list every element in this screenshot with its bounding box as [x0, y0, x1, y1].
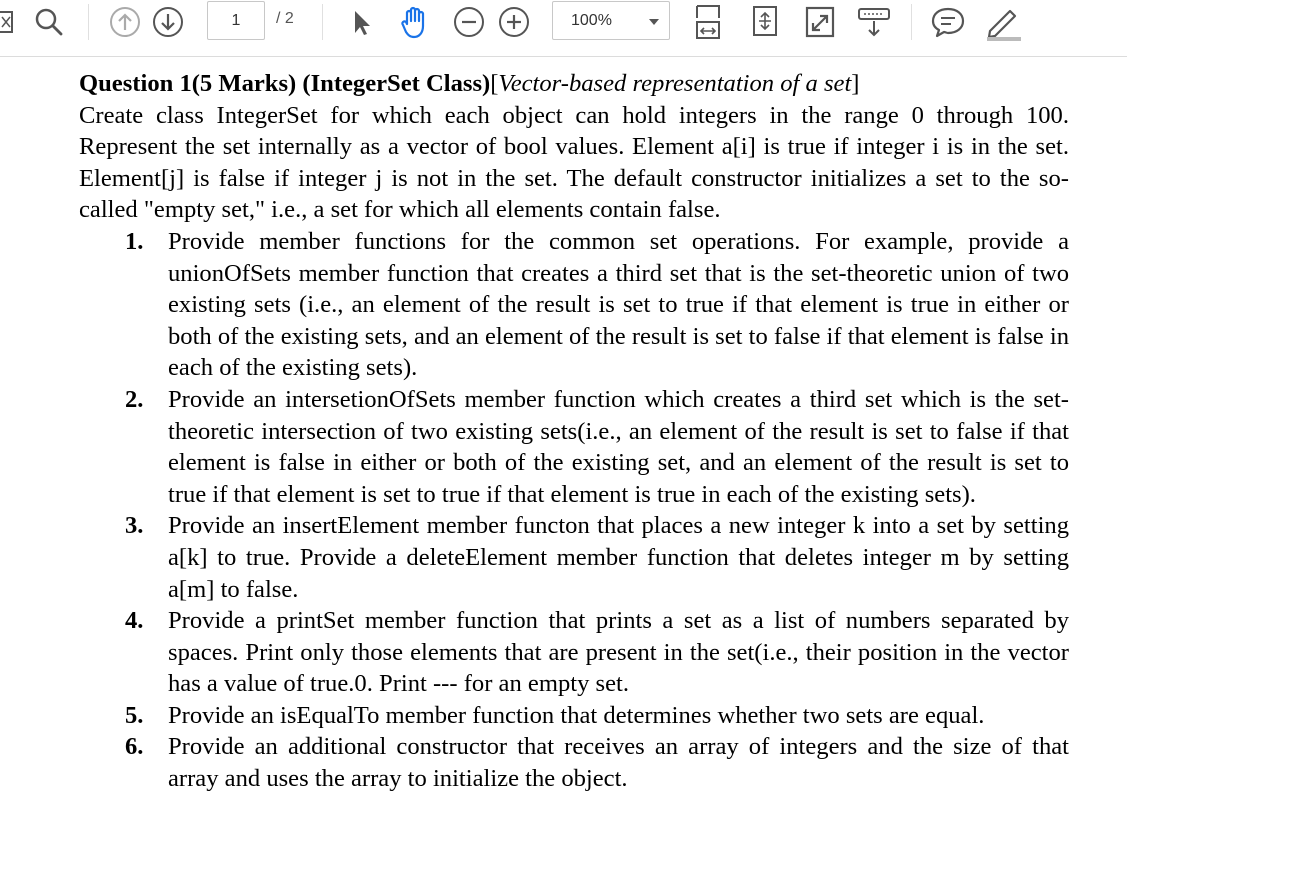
heading-bracket-open: [ [490, 70, 499, 97]
list-item-number: 5. [125, 701, 144, 729]
fit-page-icon[interactable] [745, 0, 785, 44]
pdf-page-content [79, 68, 1069, 795]
question-heading [79, 68, 1069, 100]
list-item-number: 6. [125, 733, 144, 761]
list-item-number: 2. [125, 385, 144, 413]
list-item-text: Provide an additional constructor that receives an array of integers and the size of that array and uses the array to initialize the object. [168, 733, 1069, 793]
zoom-in-icon[interactable] [496, 0, 532, 44]
list-item [79, 731, 1069, 794]
question-subtitle: Vector-based representation of a set [498, 70, 852, 97]
list-item-text: Provide an intersetionOfSets member function which creates a third set which is the set-theoretic intersection of two existing sets(i.e., an element of the result is set to false if that element is false in either or both of the existing set, and an element of the result is set to true if that element is set to true if that element is true in each of the existing sets). [168, 385, 1069, 508]
fit-width-icon[interactable] [688, 0, 728, 44]
list-item-number: 3. [125, 512, 144, 540]
fullscreen-icon[interactable] [800, 0, 840, 44]
heading-bracket-close: ] [851, 70, 860, 97]
list-item-text: Provide an isEqualTo member function that determines whether two sets are equal. [168, 701, 985, 729]
next-page-icon[interactable] [150, 0, 186, 44]
toolbar-divider [911, 4, 912, 40]
list-item [79, 384, 1069, 510]
search-icon[interactable] [30, 0, 68, 44]
list-item-number: 4. [125, 607, 144, 635]
list-item-text: Provide a printSet member function that prints a set as a list of numbers separated by spaces. Print only those elements that are present in the set(i.e., their position in the vector has a value of true.0. Print --- for an empty set. [168, 607, 1069, 698]
hand-tool-icon[interactable] [393, 0, 437, 44]
page-number-input[interactable]: 1 [207, 1, 265, 40]
zoom-value: 100% [571, 12, 612, 29]
previous-page-icon[interactable] [107, 0, 143, 44]
list-item-number: 1. [125, 227, 144, 255]
toolbar-divider [88, 4, 89, 40]
list-item [79, 226, 1069, 384]
question-title: Question 1(5 Marks) (IntegerSet Class) [79, 70, 491, 97]
list-item [79, 700, 1069, 732]
toolbar-divider [322, 4, 323, 40]
list-item-text: Provide member functions for the common set operations. For example, provide a unionOfSets member function that creates a third set that is the set-theoretic union of two existing sets (i.e., an element of the result is set to true if that element is true in either or both of the existing sets, and an element of the result is set to false if that element is false in each of the existing sets). [168, 227, 1069, 382]
list-item [79, 605, 1069, 700]
sign-pen-icon[interactable] [983, 0, 1023, 44]
page-thumbnail-icon[interactable] [0, 0, 16, 44]
list-item [79, 510, 1069, 605]
chevron-down-icon [649, 19, 659, 25]
list-item-text: Provide an insertElement member functon that places a new integer k into a set by setting a[k] to true. Provide a deleteElement member function that deletes integer m by setting a[m] to false. [168, 512, 1069, 603]
pdf-toolbar [0, 0, 1127, 57]
read-mode-icon[interactable] [852, 0, 896, 44]
zoom-select[interactable] [552, 1, 670, 40]
question-intro: Create class IntegerSet for which each object can hold integers in the range 0 through 100. Represent the set internally as a vector of bool values. Element a[i] is true if integer i is in the set. Element[j] is false if integer j is not in the set. The default constructor initializes a set to the so-called "empty set," i.e., a set for which all elements contain false. [79, 101, 1069, 224]
comment-icon[interactable] [928, 0, 968, 44]
requirements-list [79, 226, 1069, 795]
select-cursor-icon[interactable] [343, 0, 379, 44]
page-total-label: / 2 [276, 10, 294, 27]
zoom-out-icon[interactable] [451, 0, 487, 44]
